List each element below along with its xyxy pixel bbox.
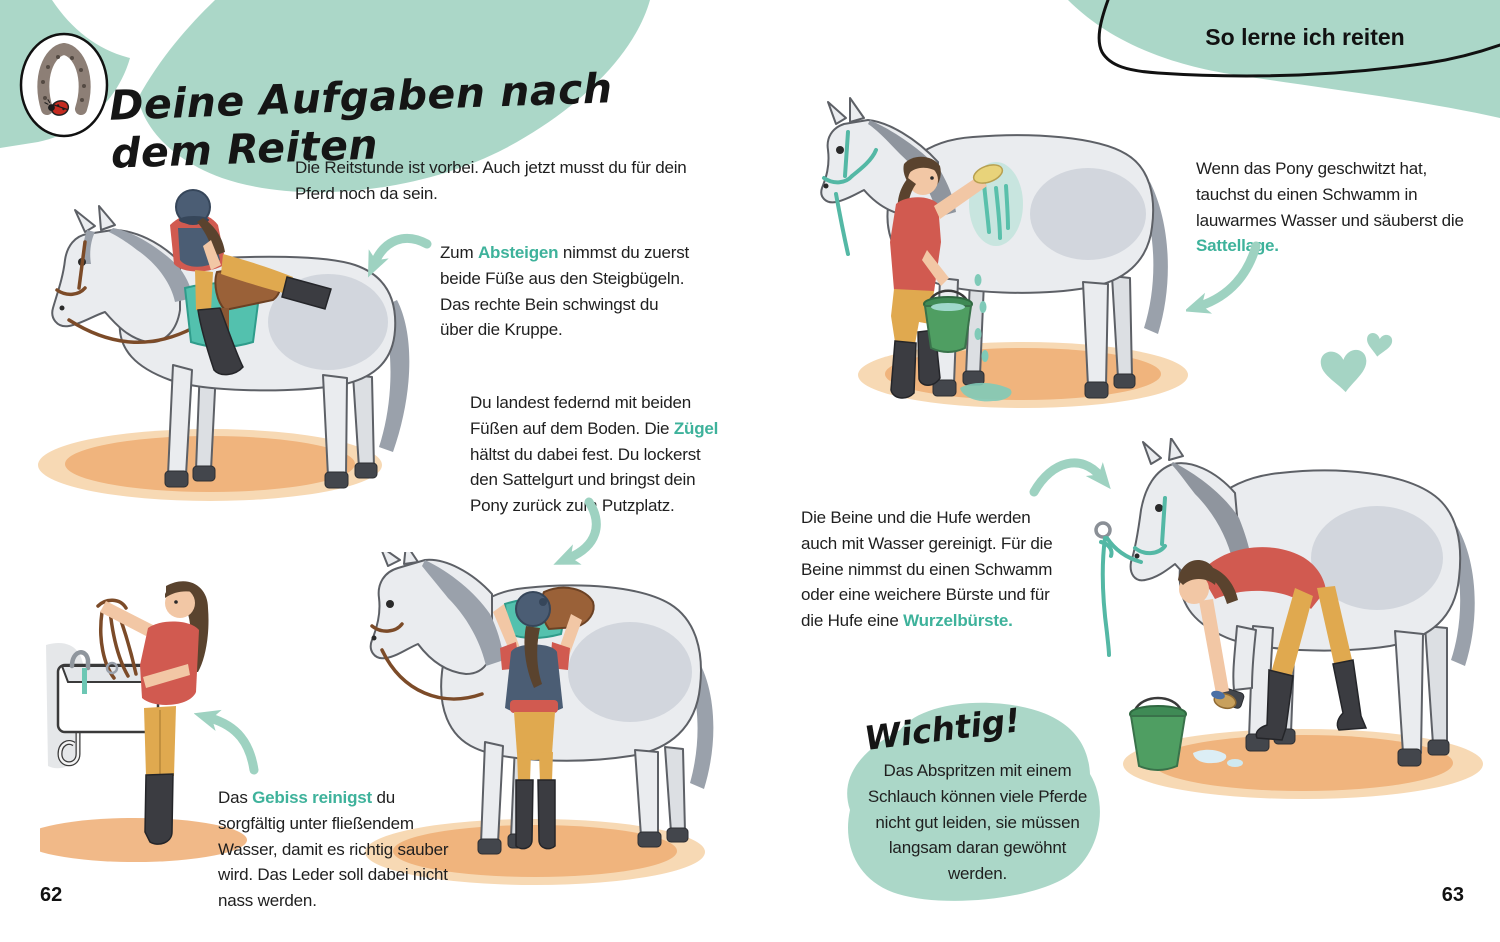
bucket bbox=[1131, 716, 1185, 770]
highlight-zuegel: Zügel bbox=[673, 418, 719, 438]
wichtig-body: Das Abspritzen mit einem Schlauch können viele Pferde nicht gut leiden, sie müssen langsam daran gewöhnt werden. bbox=[867, 761, 1088, 884]
highlight-wurzelbuerste: Wurzelbürste. bbox=[903, 611, 1013, 631]
page-number-left: 62 bbox=[40, 884, 63, 906]
illustration-sponge bbox=[788, 92, 1188, 422]
wichtig-callout bbox=[836, 696, 1116, 926]
illustration-dismount bbox=[25, 170, 425, 510]
schwamm-text: Wenn das Pony geschwitzt hat, tauchst du einen Schwamm in lauwarmes Wasser und säuberst die Sattellage. bbox=[1196, 159, 1464, 256]
highlight-absteigen: Absteigen bbox=[477, 243, 559, 262]
chapter-tab-label: So lerne ich reiten bbox=[1205, 24, 1405, 50]
curved-arrow-icon bbox=[194, 706, 266, 778]
intro-text: Die Reitstunde ist vorbei. Auch jetzt musst du für dein Pferd noch da sein. bbox=[295, 158, 687, 203]
bucket bbox=[925, 306, 971, 352]
landest-text: Du landest federnd mit beiden Füßen auf dem Boden. Die Zügel hältst du dabei fest. Du lockerst den Sattelgurt und bringst dein Pony zurück zum Putzplatz. bbox=[470, 393, 719, 516]
curved-arrow-icon bbox=[1026, 446, 1112, 502]
horse-head bbox=[52, 230, 180, 342]
curved-arrow-icon bbox=[363, 230, 433, 295]
heart-icon bbox=[1308, 328, 1404, 406]
wichtig-title: Wichtig! bbox=[862, 700, 1023, 758]
curved-arrow-icon bbox=[1186, 240, 1268, 318]
highlight-gebiss: Gebiss reinigst bbox=[252, 788, 372, 807]
curved-arrow-icon bbox=[545, 496, 607, 570]
beine-text: Die Beine und die Hufe werden auch mit Wasser gereinigt. Für die Beine nimmst du einen Schwamm oder eine weichere Bürste und für die Hufe eine Wurzelbürste. bbox=[801, 508, 1053, 631]
horseshoe-ladybug-icon bbox=[18, 30, 110, 140]
highlight-sattellage: Sattellage. bbox=[1196, 236, 1279, 256]
page-title: Deine Aufgaben nach dem Reiten bbox=[108, 64, 614, 178]
absteigen-text: Zum Absteigen nimmst du zuerst beide Füße aus den Steigbügeln. Das rechte Bein schwingst du über die Kruppe. bbox=[440, 243, 690, 340]
illustration-hoof-cleaning bbox=[1085, 438, 1500, 806]
gebiss-text: Das Gebiss reinigst du sorgfältig unter fließendem Wasser, damit es richtig sauber wird. Das Leder soll dabei nicht nass werden. bbox=[218, 788, 449, 911]
page-number-right: 63 bbox=[1441, 884, 1464, 906]
